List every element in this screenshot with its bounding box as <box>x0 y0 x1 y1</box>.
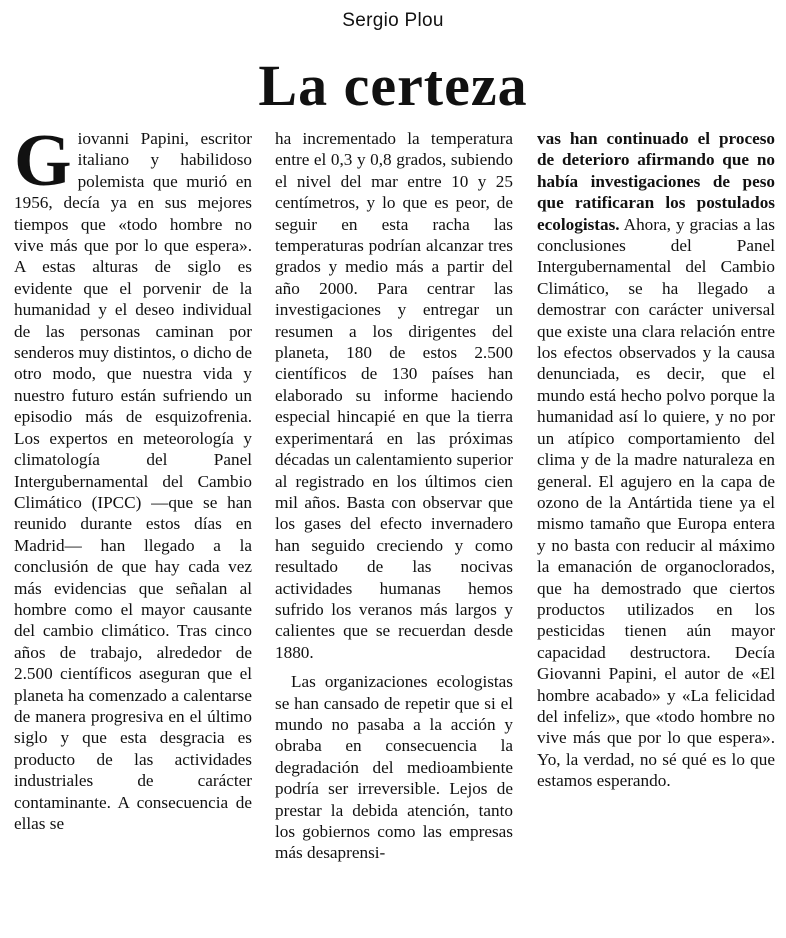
article-paragraph: ha incrementado la temperatura entre el 0,3 y 0,8 grados, subiendo el nivel del mar entre 10 y 25 centímetros, y lo que es peor, de seguir en esta racha las temperaturas podrían alcanzar tres grados y medio más a partir del año 2000. Para centrar las investigaciones y entregar un resumen a los dirigentes del planeta, 180 de estos 2.500 científicos de 130 países han elaborado su informe haciendo especial hincapié en que la tierra experimentará en las próximas décadas un calentamiento superior al registrado en los últimos cien mil años. Basta con observar que los gases del efecto invernadero han seguido creciendo y como resultado de las nocivas actividades humanas hemos sufrido los veranos más largos y calientes que se recuerdan desde 1880. <box>275 129 513 662</box>
drop-cap: G <box>14 120 72 202</box>
article-paragraph <box>537 128 775 792</box>
article-paragraph <box>14 120 252 834</box>
column-3-text: Ahora, y gracias a las conclusiones del Panel Intergubernamental del Cambio Climático, se ha llegado a demostrar con carácter universal que existe una clara relación entre los efectos observados y la causa denunciada, es decir, que el mundo está hecho polvo porque la humanidad así lo quiere, y no por un atípico comportamiento del clima y de la madre naturaleza en general. El agujero en la capa de ozono de la Antártida tiene ya el mismo tamaño que Europa entera y no basta con reducir al máximo la emanación de organoclorados, que ha demostrado que ciertos productos utilizados en los pesticidas tienen aún mayor capacidad destructora. Decía Giovanni Papini, el autor de «El hombre acabado» y «La felicidad del infeliz», que «todo hombre no vive más que por lo que espera». Yo, la verdad, no sé qué es lo que estamos esperando. <box>537 214 775 791</box>
article-paragraph: Las organizaciones ecologistas se han cansado de repetir que si el mundo no pasaba a la acción y obraba en consecuencia la degradación del medioambiente podría ser irreversible. Lejos de prestar la debida atención, tanto los gobiernos como las empresas más desaprensi- <box>275 672 513 863</box>
article-column-1 <box>14 120 252 834</box>
headline: La certeza <box>258 53 528 118</box>
article-column-2 <box>275 128 513 864</box>
column-3-lead-text: vas han continuado el proceso de deterioro afirmando que no había investigaciones de peso que ratificaran los postulados ecologistas. <box>537 129 775 234</box>
author-byline: Sergio Plou <box>342 10 444 31</box>
column-1-text: iovanni Papini, escritor italiano y habilidoso polemista que murió en 1956, decía ya en sus mejores tiempos que «todo hombre no vive más que por lo que espera». A estas alturas de siglo es evidente que el porvenir de la humanidad y el deseo individual de las personas caminan por senderos muy distintos, o dicho de otro modo, que nuestra vida y nuestro futuro están sufriendo un episodio más de esquizofrenia. Los expertos en meteorología y climatología del Panel Intergubernamental del Cambio Climático (IPCC) —que se han reunido durante estos días en Madrid— han llegado a la conclusión de que hay cada vez más evidencias que señalan al hombre como el mayor causante del cambio climático. Tras cinco años de trabajo, alrededor de 2.500 científicos aseguran que el planeta ha comenzado a calentarse de manera progresiva en el último siglo y que esta desgracia es producto de las actividades industriales de carácter contaminante. A consecuencia de ellas se <box>14 129 252 833</box>
article-column-3 <box>537 128 775 792</box>
